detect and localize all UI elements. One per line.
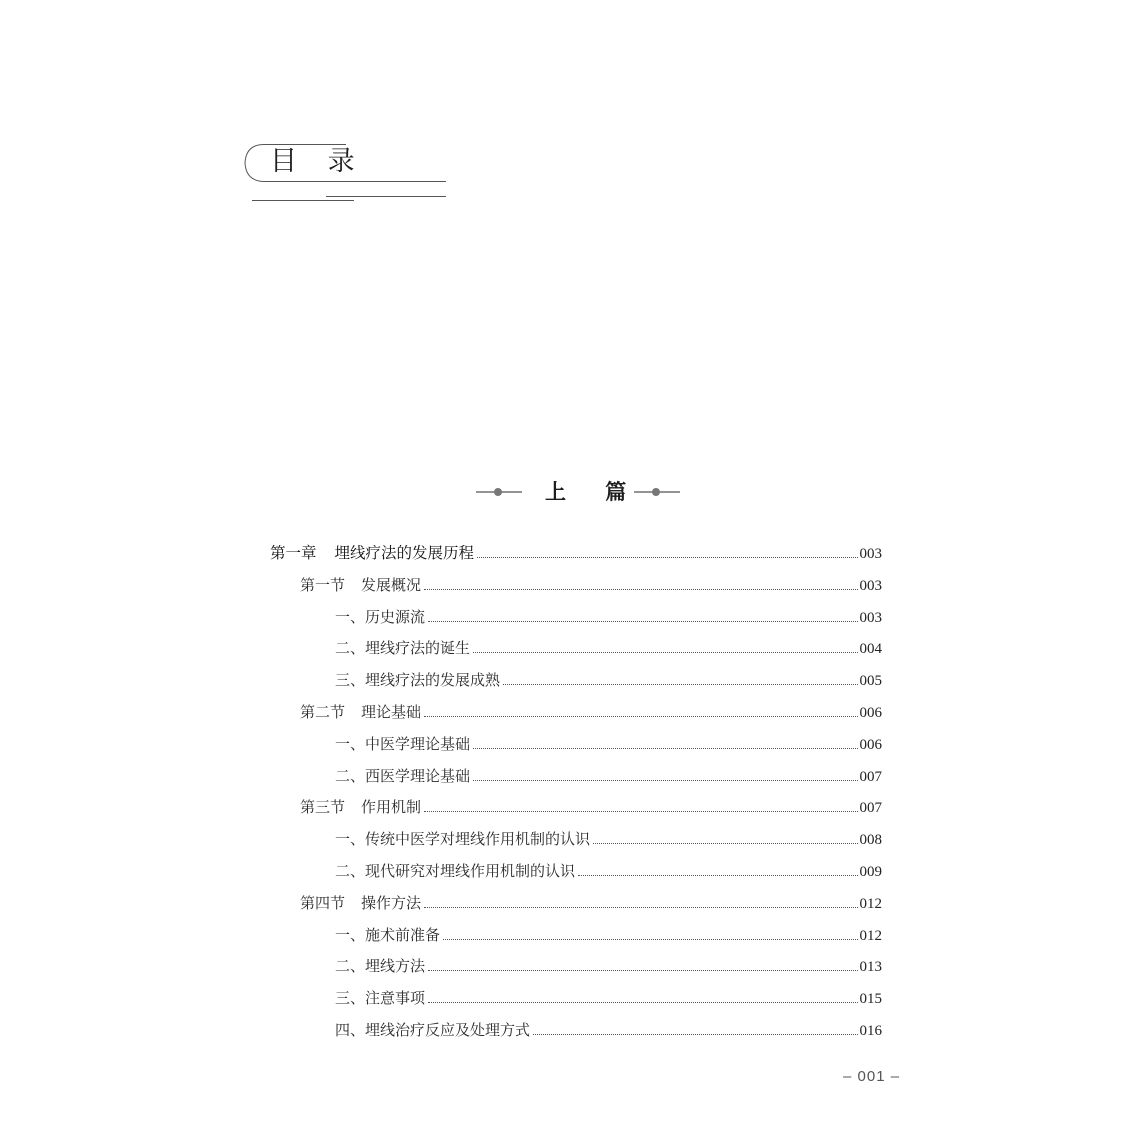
toc-entry-page: 012 <box>859 896 882 912</box>
part-title: 上 篇 <box>545 479 643 504</box>
toc-entry-title: 西医学理论基础 <box>365 767 471 785</box>
toc-header <box>242 143 448 205</box>
toc-dot-leader <box>578 875 857 876</box>
toc-entry-chapter[interactable] <box>270 540 882 566</box>
toc-entry-title: 历史源流 <box>365 608 426 626</box>
toc-entry-number: 一、 <box>335 735 366 753</box>
toc-entry-title: 中医学理论基础 <box>365 735 471 753</box>
toc-entry-title: 埋线治疗反应及处理方式 <box>365 1021 531 1039</box>
toc-entry-title: 埋线疗法的发展历程 <box>334 544 475 562</box>
toc-dot-leader <box>424 907 857 908</box>
toc-entry-item[interactable] <box>335 858 882 884</box>
toc-entry-number: 二、 <box>335 862 366 880</box>
page-number: – 001 – <box>843 1068 901 1085</box>
toc-entry-page: 004 <box>859 641 882 657</box>
toc-dot-leader <box>477 557 857 558</box>
toc-entry-page: 003 <box>859 610 882 626</box>
toc-dot-leader <box>424 811 857 812</box>
toc-entry-item[interactable] <box>335 635 882 661</box>
toc-dot-leader <box>428 970 857 971</box>
page-title: 目 录 <box>270 146 366 177</box>
toc-entry-title: 施术前准备 <box>365 926 441 944</box>
toc-entry-page: 013 <box>859 959 882 975</box>
dot-dash-ornament-right <box>634 484 680 500</box>
toc-entry-title: 发展概况 <box>361 576 422 594</box>
toc-entry-number: 四、 <box>335 1021 366 1039</box>
toc-dot-leader <box>473 652 857 653</box>
toc-entry-number: 二、 <box>335 639 366 657</box>
toc-entry-number: 三、 <box>335 671 366 689</box>
toc-dot-leader <box>443 939 857 940</box>
toc-dot-leader <box>533 1034 857 1035</box>
part-heading <box>0 478 1124 508</box>
toc-dot-leader <box>473 748 857 749</box>
toc-entry-item[interactable] <box>335 731 882 757</box>
toc-entry-number: 二、 <box>335 767 366 785</box>
toc-entry-title: 操作方法 <box>361 894 422 912</box>
toc-dot-leader <box>428 1002 857 1003</box>
toc-entry-item[interactable] <box>335 826 882 852</box>
toc-entry-number: 三、 <box>335 989 366 1007</box>
toc-dot-leader <box>424 716 857 717</box>
toc-entry-title: 现代研究对埋线作用机制的认识 <box>365 862 576 880</box>
toc-entry-number: 一、 <box>335 608 366 626</box>
toc-entry-page: 008 <box>859 832 882 848</box>
toc-entry-page: 015 <box>859 991 882 1007</box>
toc-entry-title: 注意事项 <box>365 989 426 1007</box>
toc-entry-page: 006 <box>859 737 882 753</box>
toc-entry-page: 016 <box>859 1023 882 1039</box>
toc-entry-page: 005 <box>859 673 882 689</box>
toc-entry-number: 二、 <box>335 957 366 975</box>
toc-entry-title: 埋线疗法的诞生 <box>365 639 471 657</box>
toc-entry-number: 第二节 <box>300 703 346 721</box>
toc-entry-page: 007 <box>859 800 882 816</box>
toc-entry-number: 第四节 <box>300 894 346 912</box>
toc-dot-leader <box>473 780 857 781</box>
toc-dot-leader <box>503 684 857 685</box>
toc-entry-title: 传统中医学对埋线作用机制的认识 <box>365 830 591 848</box>
toc-entry-page: 003 <box>859 578 882 594</box>
toc-dot-leader <box>428 621 857 622</box>
toc-entry-number: 一、 <box>335 926 366 944</box>
toc-entry-page: 009 <box>859 864 882 880</box>
toc-entry-item[interactable] <box>335 953 882 979</box>
toc-entry-number: 第一节 <box>300 576 346 594</box>
toc-entry-item[interactable] <box>335 604 882 630</box>
toc-entry-title: 理论基础 <box>361 703 422 721</box>
toc-entry-item[interactable] <box>335 763 882 789</box>
toc-entry-item[interactable] <box>335 1017 882 1043</box>
toc-entry-page: 003 <box>859 546 882 562</box>
toc-entry-section[interactable] <box>300 794 882 820</box>
toc-entry-section[interactable] <box>300 890 882 916</box>
toc-entry-item[interactable] <box>335 667 882 693</box>
toc-entry-number: 一、 <box>335 830 366 848</box>
toc-entry-item[interactable] <box>335 922 882 948</box>
toc-entry-title: 埋线疗法的发展成熟 <box>365 671 501 689</box>
toc-entry-title: 作用机制 <box>361 798 422 816</box>
toc-entry-section[interactable] <box>300 699 882 725</box>
toc-entry-page: 006 <box>859 705 882 721</box>
toc-entry-number: 第一章 <box>270 544 317 562</box>
toc-entry-item[interactable] <box>335 985 882 1011</box>
toc-entry-page: 007 <box>859 769 882 785</box>
toc-dot-leader <box>593 843 857 844</box>
toc-entry-section[interactable] <box>300 572 882 598</box>
toc-entry-number: 第三节 <box>300 798 346 816</box>
toc-entry-title: 埋线方法 <box>365 957 426 975</box>
toc-dot-leader <box>424 589 857 590</box>
dot-dash-ornament-left <box>476 484 522 500</box>
toc-entry-page: 012 <box>859 928 882 944</box>
